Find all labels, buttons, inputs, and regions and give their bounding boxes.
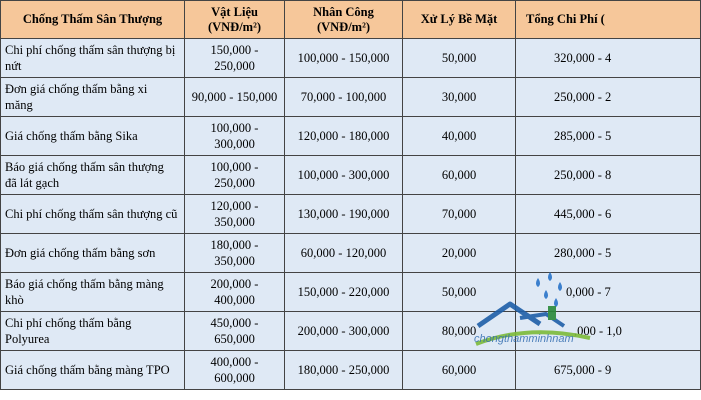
cell-name: Báo giá chống thấm sân thượng đã lát gạch: [1, 156, 185, 195]
header-surface-label: Xử Lý Bề Mặt: [420, 12, 498, 26]
header-category: [1, 1, 185, 39]
header-category-label: Chống Thấm Sân Thượng: [22, 12, 163, 26]
header-material: [185, 1, 285, 39]
cell-material: 100,000 - 300,000: [185, 117, 285, 156]
cell-material: 150,000 - 250,000: [185, 39, 285, 78]
cell-labor: 130,000 - 190,000: [285, 195, 403, 234]
cell-labor: 150,000 - 220,000: [285, 273, 403, 312]
header-labor-label: Nhân Công: [313, 4, 374, 19]
table-header: [1, 1, 701, 39]
cell-labor: 200,000 - 300,000: [285, 312, 403, 351]
table-row: [1, 78, 701, 117]
cell-surface: 70,000: [403, 195, 516, 234]
cell-surface: 40,000: [403, 117, 516, 156]
cell-material: 120,000 - 350,000: [185, 195, 285, 234]
cell-total: 280,000 - 5: [516, 234, 701, 273]
header-row: [1, 1, 701, 39]
cell-name: Đơn giá chống thấm bằng xi măng: [1, 78, 185, 117]
header-total: [516, 1, 701, 39]
header-labor: [285, 1, 403, 39]
table-row: [1, 156, 701, 195]
header-total-label: Tổng Chi Phí (: [526, 12, 605, 26]
cell-total: 320,000 - 4: [516, 39, 701, 78]
cell-material: 100,000 - 250,000: [185, 156, 285, 195]
table-row: [1, 117, 701, 156]
cell-surface: 60,000: [403, 351, 516, 390]
table-body: [1, 39, 701, 390]
cell-name: Báo giá chống thấm bằng màng khò: [1, 273, 185, 312]
cell-name: Chi phí chống thấm sân thượng bị nứt: [1, 39, 185, 78]
cell-material: 400,000 - 600,000: [185, 351, 285, 390]
cell-labor: 100,000 - 150,000: [285, 39, 403, 78]
cell-name: Chi phí chống thấm bằng Polyurea: [1, 312, 185, 351]
cell-surface: 80,000: [403, 312, 516, 351]
cell-labor: 70,000 - 100,000: [285, 78, 403, 117]
cell-total: 250,000 - 8: [516, 156, 701, 195]
cell-name: Chi phí chống thấm sân thượng cũ: [1, 195, 185, 234]
cell-surface: 50,000: [403, 39, 516, 78]
cell-labor: 60,000 - 120,000: [285, 234, 403, 273]
table-row: [1, 39, 701, 78]
cell-surface: 50,000: [403, 273, 516, 312]
cell-total: 285,000 - 5: [516, 117, 701, 156]
cell-total: 445,000 - 6: [516, 195, 701, 234]
cell-total: ,000 - 1,0: [516, 312, 701, 351]
cell-surface: 20,000: [403, 234, 516, 273]
table-row: [1, 312, 701, 351]
cell-surface: 60,000: [403, 156, 516, 195]
cell-total: 675,000 - 9: [516, 351, 701, 390]
cell-material: 180,000 - 350,000: [185, 234, 285, 273]
table-row: [1, 273, 701, 312]
cell-name: Giá chống thấm bằng màng TPO: [1, 351, 185, 390]
logo-text: chongthamminhnam: [474, 333, 574, 345]
header-surface: [403, 1, 516, 39]
table-row: [1, 351, 701, 390]
header-material-label: Vật Liệu: [211, 4, 258, 19]
cell-labor: 100,000 - 300,000: [285, 156, 403, 195]
cell-material: 90,000 - 150,000: [185, 78, 285, 117]
cell-name: Giá chống thấm bằng Sika: [1, 117, 185, 156]
cell-total: 250,000 - 2: [516, 78, 701, 117]
table-row: [1, 195, 701, 234]
cell-labor: 120,000 - 180,000: [285, 117, 403, 156]
cell-name: Đơn giá chống thấm bằng sơn: [1, 234, 185, 273]
cell-surface: 30,000: [403, 78, 516, 117]
cell-material: 450,000 - 650,000: [185, 312, 285, 351]
cell-material: 200,000 - 400,000: [185, 273, 285, 312]
cell-total: 0,000 - 7: [516, 273, 701, 312]
cell-labor: 180,000 - 250,000: [285, 351, 403, 390]
header-material-unit: (VNĐ/m²): [207, 19, 262, 34]
table-row: [1, 234, 701, 273]
header-labor-unit: (VNĐ/m²): [316, 19, 371, 34]
